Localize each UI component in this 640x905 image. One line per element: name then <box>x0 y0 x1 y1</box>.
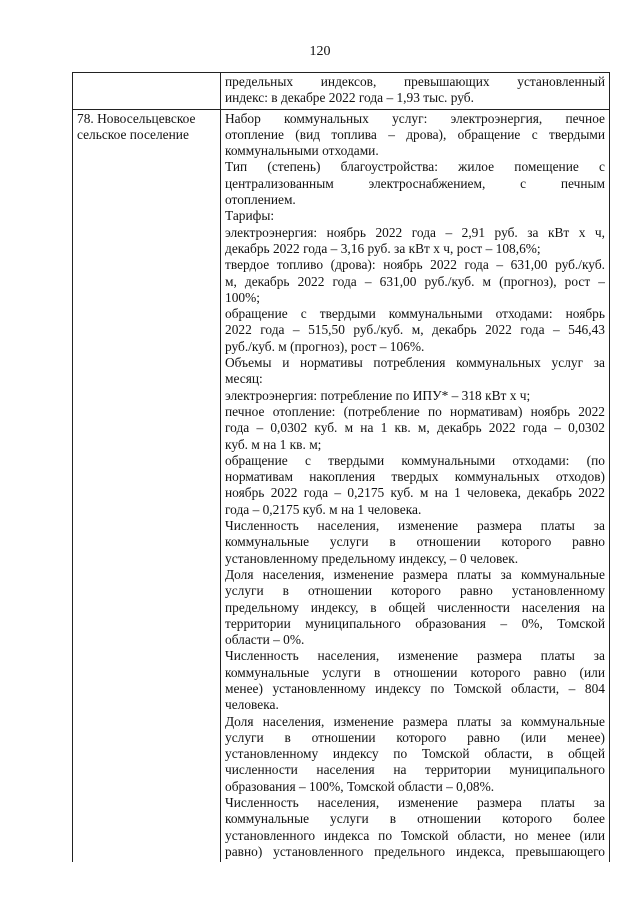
paragraph-line: установленному предельному индексу, – 0 человек. <box>225 550 519 566</box>
municipality-cell <box>73 109 221 862</box>
paragraph-line: декабрь 2022 года – 3,16 руб. за кВт х ч, рост – 108,6%; <box>225 240 541 256</box>
paragraph <box>225 518 605 567</box>
table-row-novoseltsevskoe <box>73 109 610 862</box>
page-number: 120 <box>309 44 331 59</box>
paragraph <box>225 404 605 453</box>
continuation-text-line: индекс: в декабре 2022 года – 1,93 тыс. руб. <box>225 90 474 106</box>
paragraph-line: установленному индексу по Томской области, в общей <box>225 746 605 762</box>
paragraph-line: твердое топливо (дрова): ноябрь 2022 года – 631,00 руб./куб. <box>225 257 605 273</box>
paragraph-line: отоплением. <box>225 192 296 208</box>
paragraph-line: коммунальные услуги в отношении которого равно (или <box>225 664 605 680</box>
paragraph-line: Тарифы: <box>225 208 275 224</box>
municipality-name-line: сельское поселение <box>77 126 189 142</box>
tariff-table <box>72 72 610 862</box>
paragraph-line: менее) установленному индексу по Томской области, – 804 <box>225 680 605 696</box>
paragraph-line: печное отопление: (потребление по нормативам) ноябрь 2022 <box>225 403 605 419</box>
paragraph-line: установленного индекса по Томской области, но менее (или <box>225 827 605 843</box>
paragraph-line: обращение с твердыми коммунальными отходами: (по <box>225 452 605 468</box>
paragraph-line: коммунальными отходами. <box>225 143 379 159</box>
paragraph <box>225 355 605 388</box>
paragraph <box>225 159 605 208</box>
paragraph-line: коммунальные услуги в отношении которого равно <box>225 534 605 550</box>
paragraph <box>225 795 605 860</box>
paragraph-line: Доля населения, изменение размера платы за коммунальные <box>225 713 605 729</box>
paragraph-line: предельному индексу, в общей численности населения на <box>225 599 605 615</box>
paragraph-line: куб. м на 1 кв. м; <box>225 436 322 452</box>
paragraph-line: области – 0%. <box>225 632 305 648</box>
paragraph-line: Тип (степень) благоустройства: жилое помещение с <box>225 159 605 175</box>
paragraph-line: Численность населения, изменение размера платы за <box>225 518 605 534</box>
paragraph-line: нормативам накопления твердых коммунальных отходов) <box>225 469 605 485</box>
paragraph-line: Численность населения, изменение размера платы за <box>225 648 605 664</box>
paragraph-line: электроэнергия: потребление по ИПУ* – 318 кВт х ч; <box>225 387 531 403</box>
paragraph <box>225 567 605 648</box>
paragraph <box>225 111 605 160</box>
paragraph-line: Набор коммунальных услуг: электроэнергия, печное <box>225 110 605 126</box>
paragraph-line: ноябрь 2022 года – 0,2175 куб. м на 1 человека, декабрь 2022 <box>225 485 605 501</box>
paragraph-line: человека. <box>225 697 279 713</box>
paragraph <box>225 388 605 404</box>
paragraph <box>225 208 605 224</box>
details-cell <box>221 109 610 862</box>
continuation-text-line: предельных индексов, превышающих установленный <box>225 74 605 89</box>
table-row-continuation <box>73 73 610 110</box>
paragraph-line: 2022 года – 515,50 руб./куб. м, декабрь 2022 года – 546,43 <box>225 322 605 338</box>
paragraph <box>225 257 605 306</box>
paragraph-line: услуги в отношении которого равно установленному <box>225 583 605 599</box>
paragraph-line: территории муниципального образования – 0%, Томской <box>225 615 605 631</box>
details-cell-continuation <box>221 73 610 110</box>
paragraph-line: года – 0,2175 куб. м на 1 человека. <box>225 501 422 517</box>
paragraph <box>225 306 605 355</box>
paragraph-line: численности населения на территории муниципального <box>225 762 605 778</box>
paragraph <box>225 714 605 795</box>
paragraph-line: коммунальные услуги в отношении которого более <box>225 811 605 827</box>
paragraph-line: отопление (вид топлива – дрова), обращение с твердыми <box>225 126 605 142</box>
paragraph-line: централизованным электроснабжением, с печным <box>225 175 605 191</box>
paragraph-line: месяц: <box>225 371 263 387</box>
paragraph-line: года – 0,0302 куб. м на 1 кв. м, декабрь 2022 года – 0,0302 <box>225 420 605 436</box>
paragraph-line: образования – 100%, Томской области – 0,08%. <box>225 778 495 794</box>
paragraph <box>225 453 605 518</box>
paragraph-line: электроэнергия: ноябрь 2022 года – 2,91 руб. за кВт х ч, <box>225 224 605 240</box>
municipality-name-line: 78. Новосельцевское <box>77 110 196 126</box>
paragraph-line: 100%; <box>225 289 260 305</box>
paragraph-line: услуги в отношении которого равно (или менее) <box>225 729 605 745</box>
paragraph-line: равно) установленного предельного индекса, превышающего <box>225 843 605 859</box>
paragraph-line: Численность населения, изменение размера платы за <box>225 795 605 811</box>
paragraph-line: обращение с твердыми коммунальными отходами: ноябрь <box>225 306 605 322</box>
municipality-cell-empty <box>73 73 221 110</box>
paragraph-line: руб./куб. м (прогноз), рост – 106%. <box>225 338 425 354</box>
paragraph-line: Объемы и нормативы потребления коммунальных услуг за <box>225 355 605 371</box>
paragraph-line: Доля населения, изменение размера платы за коммунальные <box>225 566 605 582</box>
paragraph-line: м, декабрь 2022 года – 631,00 руб./куб. м (прогноз), рост – <box>225 273 605 289</box>
paragraph <box>225 648 605 713</box>
paragraph <box>225 225 605 258</box>
